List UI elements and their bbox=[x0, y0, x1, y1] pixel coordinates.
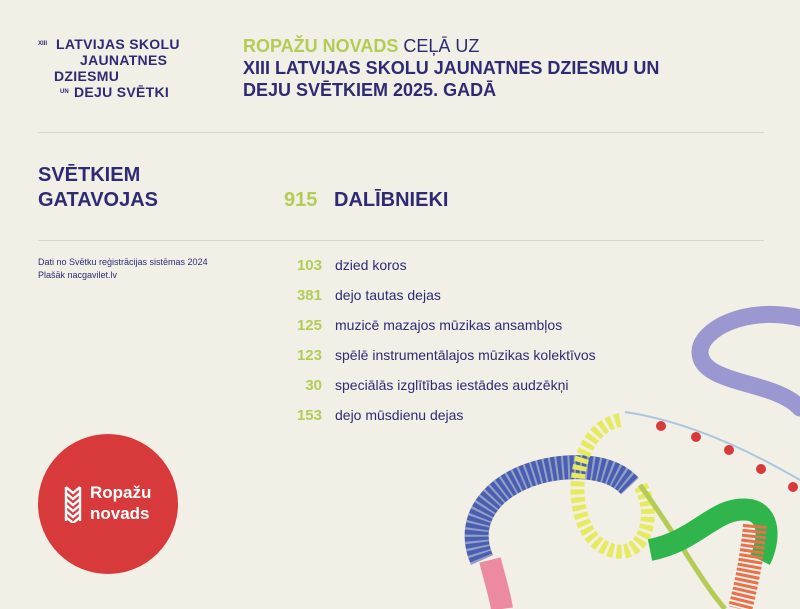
stat-value: 153 bbox=[296, 407, 322, 424]
yellow-loop-icon bbox=[577, 420, 647, 552]
summary-title bbox=[38, 163, 158, 213]
stat-value: 103 bbox=[296, 257, 322, 274]
logo-line-2: JAUNATNES bbox=[80, 52, 168, 68]
data-source-note bbox=[38, 256, 208, 282]
header-line-2: XIII LATVIJAS SKOLU JAUNATNES DZIESMU UN bbox=[243, 58, 660, 78]
header-line-3: DEJU SVĒTKIEM 2025. GADĀ bbox=[243, 80, 497, 100]
logo-line-3: DZIESMU bbox=[54, 68, 120, 84]
blue-striped-ribbon-icon bbox=[477, 467, 630, 560]
logo-line-1: LATVIJAS SKOLU bbox=[56, 36, 180, 52]
stat-label: dejo tautas dejas bbox=[335, 287, 441, 303]
header-line-1 bbox=[243, 35, 763, 57]
stat-value: 125 bbox=[296, 317, 322, 334]
divider-middle bbox=[38, 240, 764, 241]
total-participants-value: 915 bbox=[284, 189, 318, 211]
source-line-2: Plašāk nacgavilet.lv bbox=[38, 270, 118, 280]
stat-row bbox=[270, 317, 690, 337]
stat-value: 123 bbox=[296, 347, 322, 364]
stat-label: speciālās izglītības iestādes audzēkņi bbox=[335, 377, 569, 393]
red-dots-icon bbox=[656, 421, 798, 492]
stat-row bbox=[270, 287, 690, 307]
badge-line-2: novads bbox=[90, 504, 150, 523]
stat-row bbox=[270, 407, 690, 427]
logo-numeral: XIII bbox=[38, 41, 48, 47]
green-ribbon-icon bbox=[650, 510, 767, 560]
header-lead: CEĻĀ UZ bbox=[403, 36, 480, 56]
stat-label: muzicē mazajos mūzikas ansambļos bbox=[335, 317, 563, 333]
lavender-ribbon-icon bbox=[700, 314, 800, 408]
stat-row bbox=[270, 377, 690, 397]
summary-title-line-1: SVĒTKIEM bbox=[38, 164, 141, 186]
total-participants-label: DALĪBNIEKI bbox=[334, 189, 449, 211]
logo-conjunction: UN bbox=[60, 89, 69, 95]
page-header bbox=[243, 35, 763, 101]
badge-text bbox=[90, 482, 151, 524]
pink-ribbon-icon bbox=[490, 560, 502, 609]
stat-row bbox=[270, 347, 690, 367]
divider-top bbox=[38, 132, 764, 133]
stat-value: 381 bbox=[296, 287, 322, 304]
header-highlight: ROPAŽU NOVADS bbox=[243, 36, 399, 56]
stat-label: spēlē instrumentālajos mūzikas kolektīvos bbox=[335, 347, 596, 363]
stat-label: dzied koros bbox=[335, 257, 407, 273]
source-line-1: Dati no Svētku reģistrācijas sistēmas 2024 bbox=[38, 257, 208, 267]
stat-row bbox=[270, 257, 690, 277]
festival-logo bbox=[38, 36, 198, 106]
coral-striped-ribbon-icon bbox=[740, 525, 755, 609]
stat-label: dejo mūsdienu dejas bbox=[335, 407, 464, 423]
summary-title-line-2: GATAVOJAS bbox=[38, 189, 159, 211]
stat-value: 30 bbox=[305, 377, 322, 394]
logo-line-4: DEJU SVĒTKI bbox=[74, 84, 170, 100]
municipality-emblem-icon bbox=[63, 485, 83, 523]
lime-line-icon bbox=[640, 485, 725, 609]
badge-line-1: Ropažu bbox=[90, 483, 152, 502]
ropazu-novads-badge bbox=[38, 434, 178, 574]
